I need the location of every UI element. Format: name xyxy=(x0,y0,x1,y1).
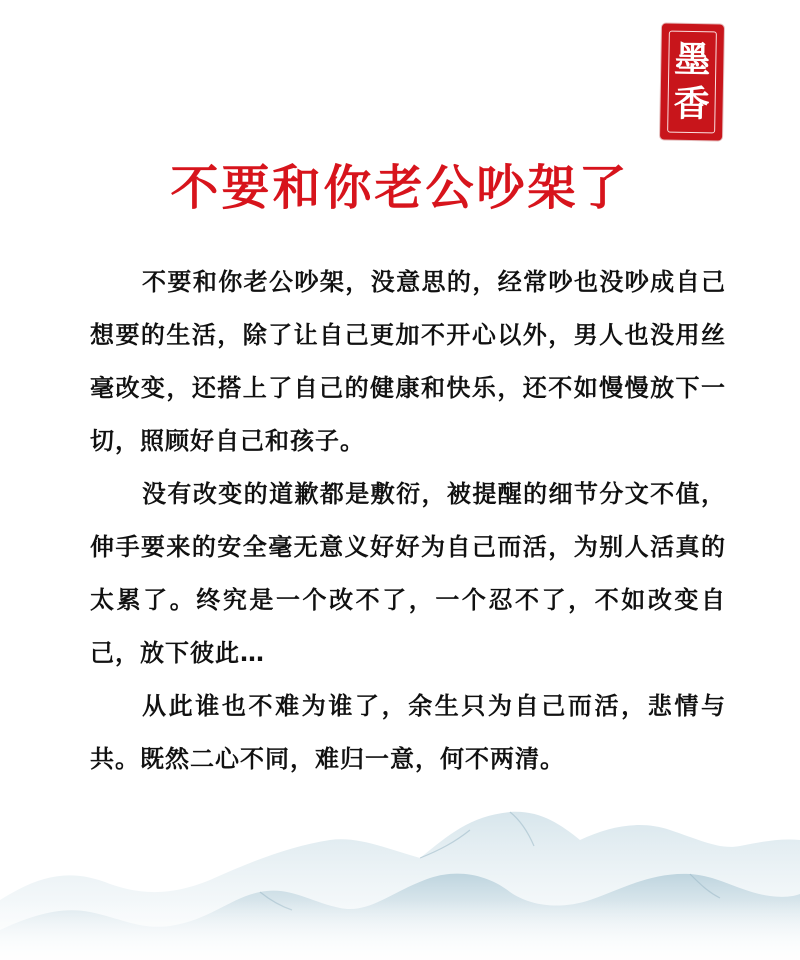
paragraph-2: 没有改变的道歉都是敷衍，被提醒的细节分文不值，伸手要来的安全毫无意义好好为自己而活，为别人活真的太累了。终究是一个改不了，一个忍不了，不如改变自己，放下彼此… xyxy=(90,480,726,667)
seal-char-1: 墨 xyxy=(674,38,711,82)
seal-border xyxy=(667,31,717,134)
ink-seal-stamp xyxy=(660,23,724,140)
article-title: 不要和你老公吵架了 xyxy=(170,160,630,216)
paragraph-3: 从此谁也不难为谁了，余生只为自己而活，悲情与共。既然二心不同，难归一意，何不两清。 xyxy=(90,692,726,773)
paragraph-1: 不要和你老公吵架，没意思的，经常吵也没吵成自己想要的生活，除了让自己更加不开心以外，男人也没用丝毫改变，还搭上了自己的健康和快乐，还不如慢慢放下一切，照顾好自己和孩子。 xyxy=(90,268,726,455)
ink-mountains-decoration xyxy=(0,780,800,960)
seal-char-2: 香 xyxy=(673,82,710,126)
article-body xyxy=(90,256,726,786)
mist-overlay xyxy=(0,900,800,960)
